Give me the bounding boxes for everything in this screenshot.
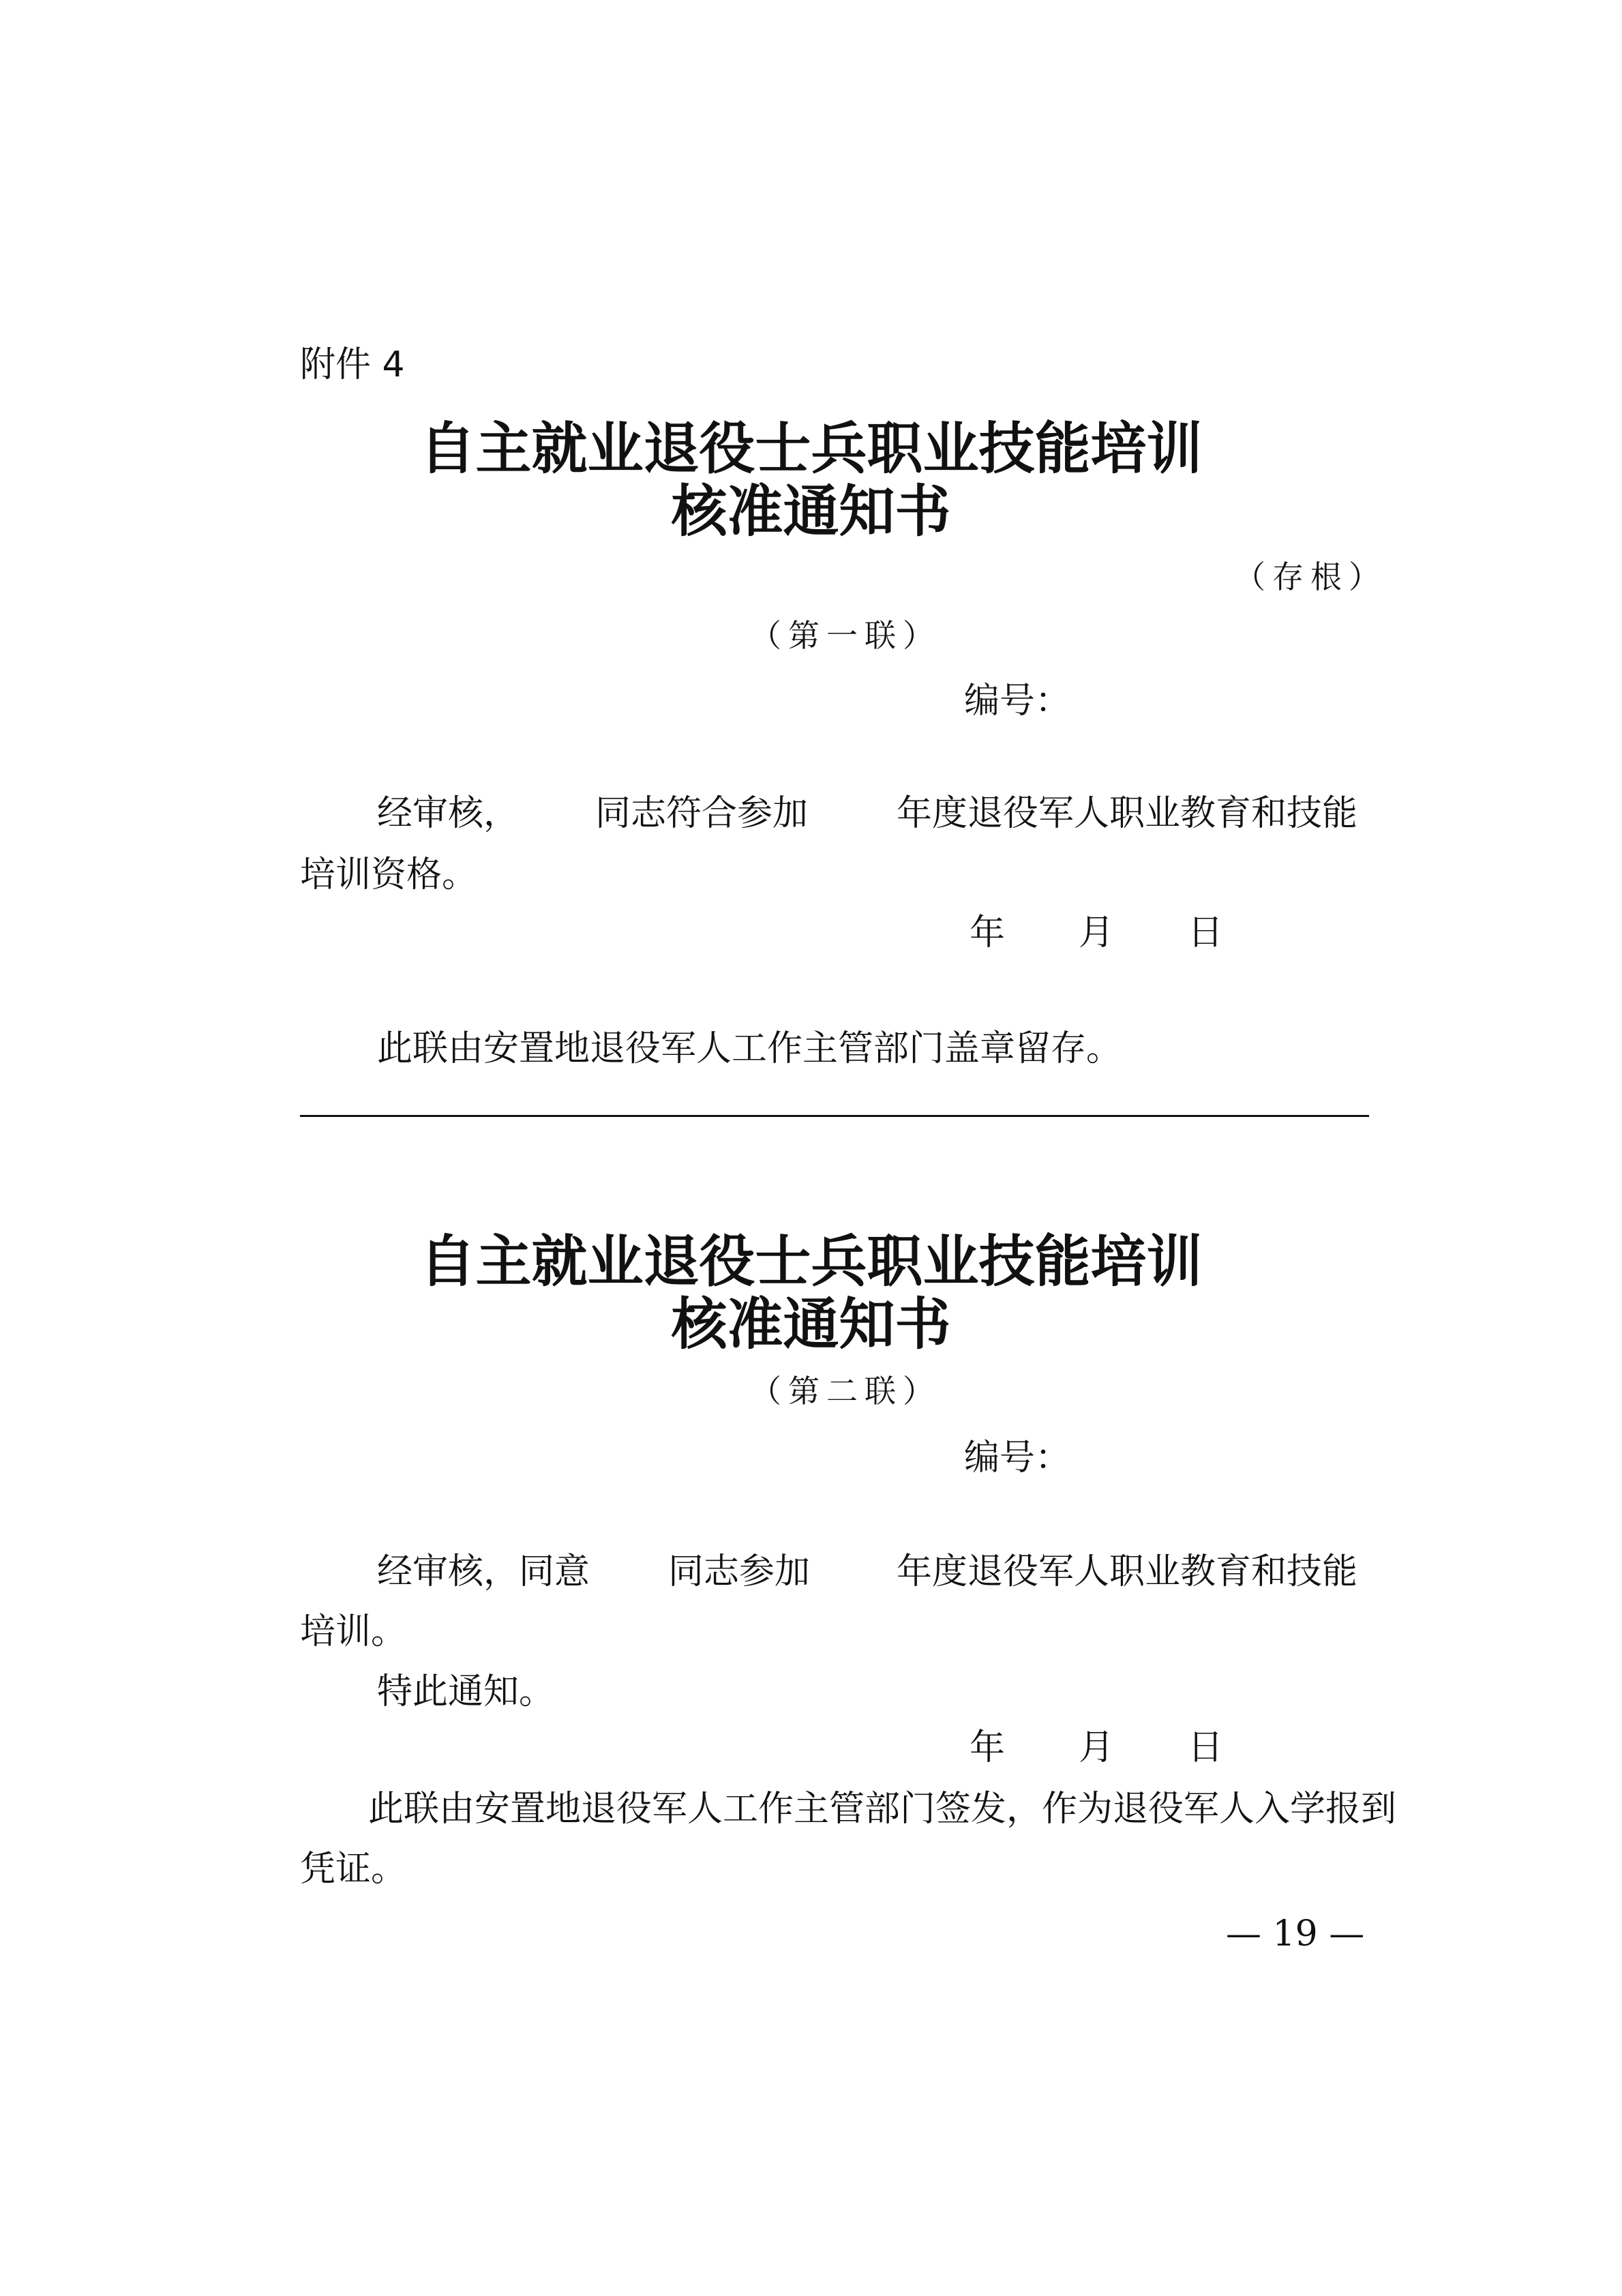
section1-date-month: 月 xyxy=(1079,912,1115,953)
section1-footnote: 此联由安置地退役军人工作主管部门盖章留存。 xyxy=(377,1028,1122,1069)
section2-footnote-line2: 凭证。 xyxy=(300,1849,407,1890)
section2-title xyxy=(0,1230,1622,1356)
section1-title-line2: 核准通知书 xyxy=(671,479,951,544)
section2-date-year: 年 xyxy=(970,1727,1006,1768)
section1-body-line2: 培训资格。 xyxy=(300,854,478,895)
section2-number-label: 编号： xyxy=(964,1437,1071,1478)
section2-body-line2: 培训。 xyxy=(300,1611,407,1652)
section2-notice: 特此通知。 xyxy=(377,1671,555,1712)
section1-title-line1: 自主就业退役士兵职业技能培训 xyxy=(419,416,1203,481)
section2-body-part2: 同志参加 xyxy=(668,1551,811,1592)
section2-footnote-line1: 此联由安置地退役军人工作主管部门签发，作为退役军人入学报到 xyxy=(368,1789,1397,1830)
section1-number-label: 编号： xyxy=(964,681,1071,721)
attachment-label: 附件 4 xyxy=(300,344,405,385)
section2-date-month: 月 xyxy=(1079,1727,1115,1768)
section2-copy-label: （第二联） xyxy=(750,1373,941,1410)
section1-date-year: 年 xyxy=(970,912,1006,953)
section1-date-day: 日 xyxy=(1188,912,1224,953)
section2-body-part3: 年度退役军人职业教育和技能 xyxy=(897,1551,1358,1592)
section1-body-part3: 年度退役军人职业教育和技能 xyxy=(897,793,1358,834)
section2-body-part1: 经审核，同意 xyxy=(377,1551,590,1592)
section2-title-line1: 自主就业退役士兵职业技能培训 xyxy=(419,1229,1203,1294)
page-number: — 19 — xyxy=(1226,1913,1365,1954)
section1-copy-label: （第一联） xyxy=(750,617,941,654)
stub-label: （存根） xyxy=(1234,558,1387,595)
section2-date-day: 日 xyxy=(1188,1727,1224,1768)
section1-body-part1: 经审核， xyxy=(377,793,520,834)
section1-body-part2: 同志符合参加 xyxy=(595,793,809,834)
section1-title xyxy=(0,417,1622,543)
section2-title-line2: 核准通知书 xyxy=(671,1292,951,1357)
section-divider xyxy=(300,1115,1369,1117)
